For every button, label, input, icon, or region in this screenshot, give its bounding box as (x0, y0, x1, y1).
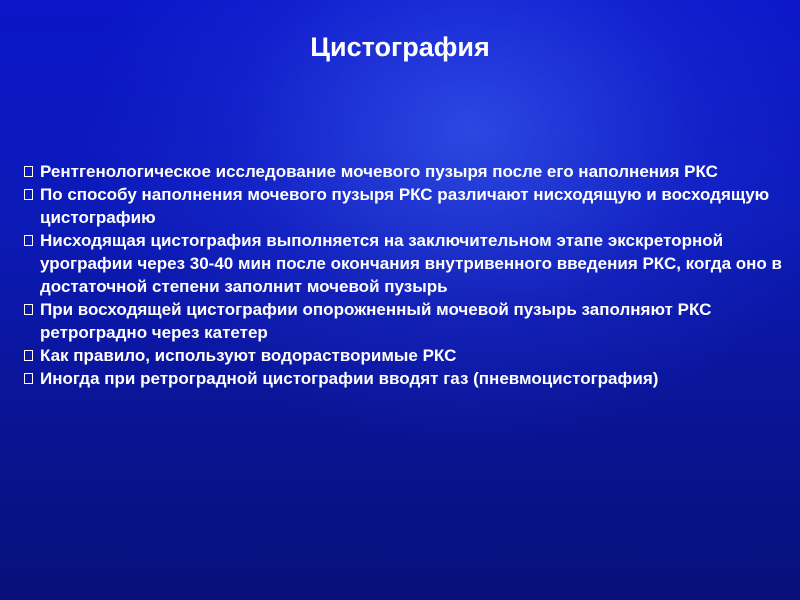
bullet-text: По способу наполнения мочевого пузыря РКС различают нисходящую и восходящую цистографию (40, 185, 770, 227)
bullet-marker-icon (24, 189, 33, 200)
bullet-item (22, 367, 792, 390)
bullet-marker-icon (24, 373, 33, 384)
slide-title: Цистография (310, 32, 490, 62)
bullet-item (22, 344, 792, 367)
bullet-marker-icon (24, 166, 33, 177)
bullet-text: При восходящей цистографии опорожненный мочевой пузырь заполняют РКС ретроградно через катетер (40, 300, 712, 342)
bullet-list (22, 160, 792, 390)
bullet-marker-icon (24, 350, 33, 361)
bullet-item (22, 160, 792, 183)
bullet-text: Как правило, используют водорастворимые РКС (40, 346, 457, 365)
bullet-marker-icon (24, 304, 33, 315)
bullet-marker-icon (24, 235, 33, 246)
bullet-item (22, 229, 792, 298)
bullet-item (22, 183, 792, 229)
bullet-item (22, 298, 792, 344)
bullet-text: Иногда при ретроградной цистографии вводят газ (пневмоцистография) (40, 369, 659, 388)
bullet-text: Нисходящая цистография выполняется на заключительном этапе экскреторной урографии через 30-40 мин после окончания внутривенного введения РКС, когда оно в достаточной степени заполнит мочевой пузырь (40, 231, 782, 296)
bullet-text: Рентгенологическое исследование мочевого пузыря после его наполнения РКС (40, 162, 718, 181)
